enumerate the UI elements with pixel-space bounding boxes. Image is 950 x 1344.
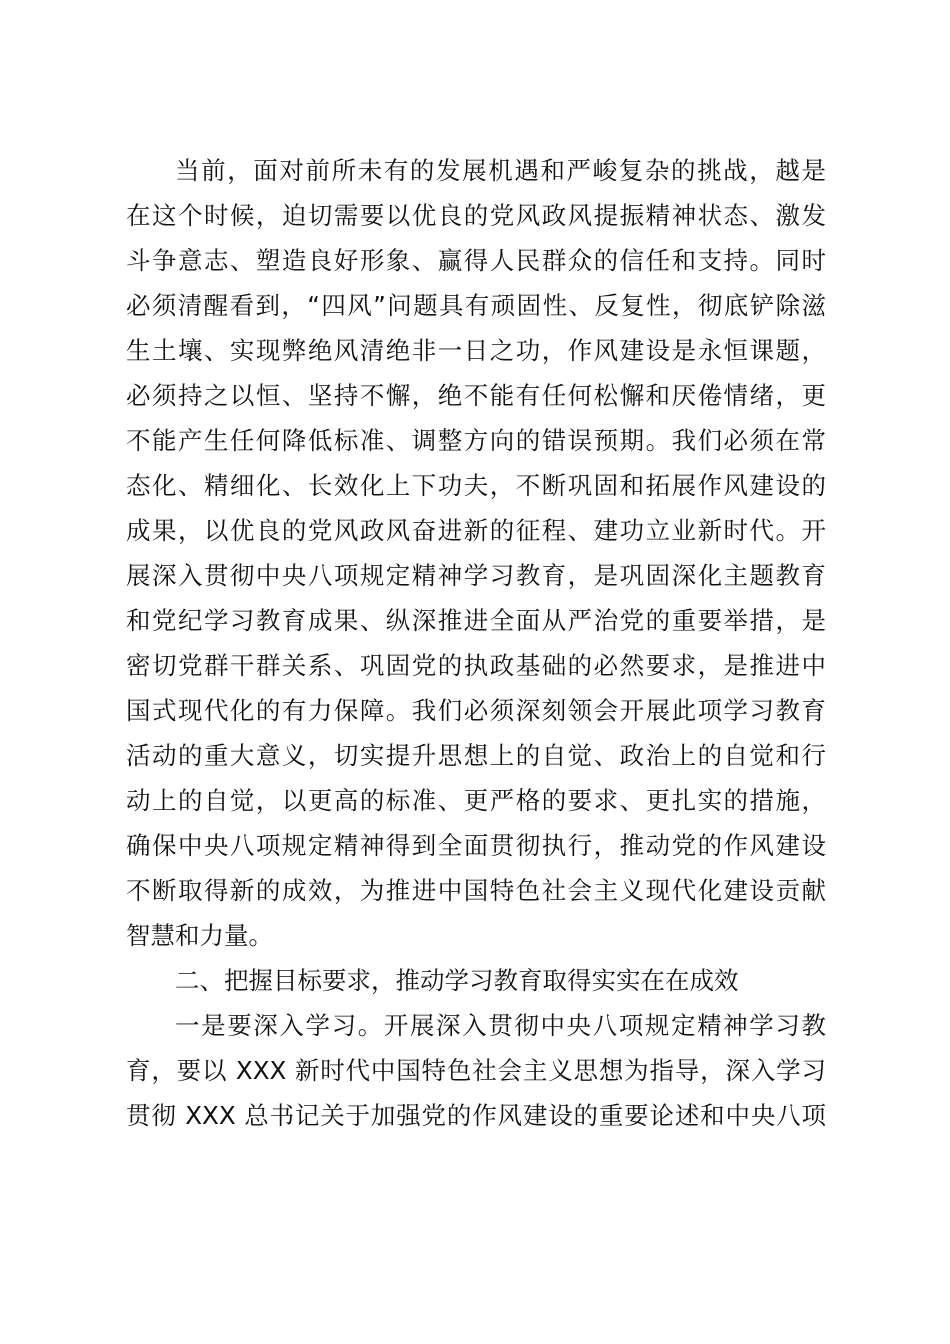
text-line: 贯彻 XXX 总书记关于加强党的作风建设的重要论述和中央八项 — [126, 1101, 826, 1130]
paragraph-deep-study — [126, 1003, 826, 1138]
text-line: 态化、精细化、长效化上下功夫，不断巩固和拓展作风建设的 — [126, 471, 826, 500]
document-body — [126, 148, 826, 1138]
heading-line: 二、把握目标要求，推动学习教育取得实实在在成效 — [175, 966, 739, 995]
text-line: 一是要深入学习。开展深入贯彻中央八项规定精神学习教 — [175, 1011, 826, 1040]
text-line: 当前，面对前所未有的发展机遇和严峻复杂的挑战，越是 — [175, 156, 826, 185]
text-line: 生土壤、实现弊绝风清绝非一日之功，作风建设是永恒课题， — [126, 336, 826, 365]
paragraph-importance — [126, 148, 826, 958]
text-line: 展深入贯彻中央八项规定精神学习教育，是巩固深化主题教育 — [126, 561, 826, 590]
text-line: 智慧和力量。 — [126, 921, 273, 950]
text-line: 和党纪学习教育成果、纵深推进全面从严治党的重要举措，是 — [126, 606, 826, 635]
text-line: 不断取得新的成效，为推进中国特色社会主义现代化建设贡献 — [126, 876, 826, 905]
text-line: 不能产生任何降低标准、调整方向的错误预期。我们必须在常 — [126, 426, 826, 455]
section-heading — [126, 958, 826, 1003]
text-line: 育，要以 XXX 新时代中国特色社会主义思想为指导，深入学习 — [126, 1056, 826, 1085]
text-line: 动上的自觉，以更高的标准、更严格的要求、更扎实的措施， — [126, 786, 826, 815]
text-line: 成果，以优良的党风政风奋进新的征程、建功立业新时代。开 — [126, 516, 826, 545]
text-line: 密切党群干群关系、巩固党的执政基础的必然要求，是推进中 — [126, 651, 826, 680]
text-line: 在这个时候，迫切需要以优良的党风政风提振精神状态、激发 — [126, 201, 826, 230]
text-line: 斗争意志、塑造良好形象、赢得人民群众的信任和支持。同时 — [126, 246, 826, 275]
text-line: 活动的重大意义，切实提升思想上的自觉、政治上的自觉和行 — [126, 741, 826, 770]
text-line: 国式现代化的有力保障。我们必须深刻领会开展此项学习教育 — [126, 696, 826, 725]
text-line: 确保中央八项规定精神得到全面贯彻执行，推动党的作风建设 — [126, 831, 826, 860]
text-line: 必须清醒看到，“四风”问题具有顽固性、反复性，彻底铲除滋 — [126, 291, 826, 320]
text-line: 必须持之以恒、坚持不懈，绝不能有任何松懈和厌倦情绪，更 — [126, 381, 826, 410]
